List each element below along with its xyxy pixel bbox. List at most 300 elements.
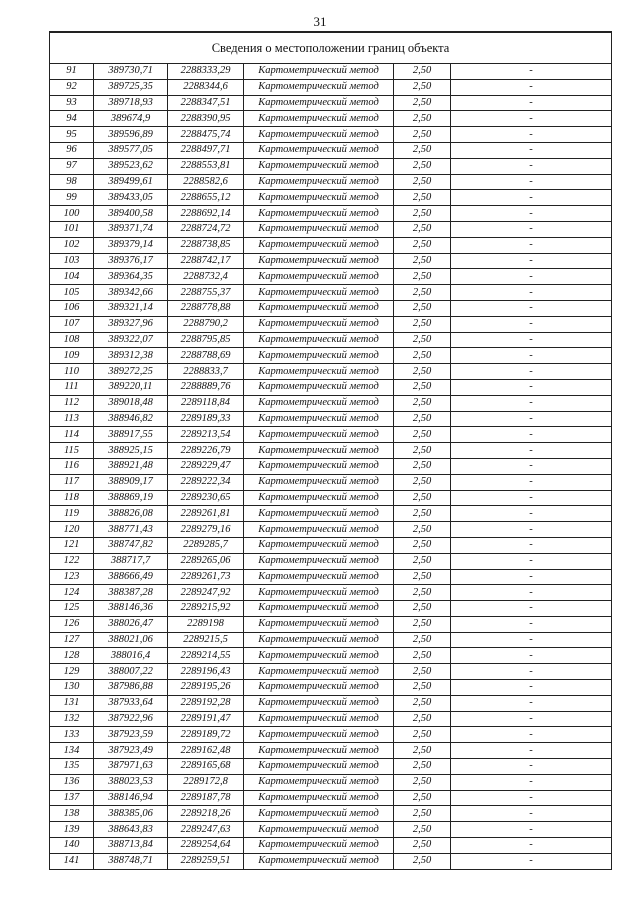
y-coordinate-cell: 2289247,92: [168, 585, 244, 601]
method-cell: Картометрический метод: [244, 601, 394, 617]
accuracy-cell: 2,50: [394, 379, 451, 395]
y-coordinate-cell: 2288742,17: [168, 253, 244, 269]
x-coordinate-cell: 388869,19: [94, 490, 168, 506]
method-cell: Картометрический метод: [244, 206, 394, 222]
method-cell: Картометрический метод: [244, 221, 394, 237]
table-row: [50, 443, 612, 459]
point-number-cell: 95: [50, 127, 94, 143]
method-cell: Картометрический метод: [244, 174, 394, 190]
accuracy-cell: 2,50: [394, 680, 451, 696]
method-cell: Картометрический метод: [244, 427, 394, 443]
accuracy-cell: 2,50: [394, 206, 451, 222]
accuracy-cell: 2,50: [394, 553, 451, 569]
point-number-cell: 102: [50, 237, 94, 253]
table-title-row: [50, 32, 612, 64]
x-coordinate-cell: 389220,11: [94, 379, 168, 395]
point-number-cell: 96: [50, 142, 94, 158]
table-row: [50, 316, 612, 332]
accuracy-cell: 2,50: [394, 111, 451, 127]
point-number-cell: 92: [50, 79, 94, 95]
y-coordinate-cell: 2288390,95: [168, 111, 244, 127]
x-coordinate-cell: 389577,05: [94, 142, 168, 158]
method-cell: Картометрический метод: [244, 253, 394, 269]
description-cell: -: [451, 395, 612, 411]
description-cell: -: [451, 379, 612, 395]
method-cell: Картометрический метод: [244, 379, 394, 395]
point-number-cell: 137: [50, 790, 94, 806]
y-coordinate-cell: 2289229,47: [168, 458, 244, 474]
y-coordinate-cell: 2288889,76: [168, 379, 244, 395]
accuracy-cell: 2,50: [394, 569, 451, 585]
x-coordinate-cell: 389272,25: [94, 364, 168, 380]
y-coordinate-cell: 2288790,2: [168, 316, 244, 332]
description-cell: -: [451, 553, 612, 569]
description-cell: -: [451, 759, 612, 775]
accuracy-cell: 2,50: [394, 300, 451, 316]
description-cell: -: [451, 490, 612, 506]
method-cell: Картометрический метод: [244, 411, 394, 427]
point-number-cell: 101: [50, 221, 94, 237]
accuracy-cell: 2,50: [394, 142, 451, 158]
table-title: Сведения о местоположении границ объекта: [50, 32, 612, 64]
table-row: [50, 680, 612, 696]
y-coordinate-cell: 2289259,51: [168, 853, 244, 869]
y-coordinate-cell: 2288755,37: [168, 285, 244, 301]
method-cell: Картометрический метод: [244, 569, 394, 585]
y-coordinate-cell: 2289198: [168, 616, 244, 632]
page-number: 31: [313, 14, 327, 29]
description-cell: -: [451, 664, 612, 680]
accuracy-cell: 2,50: [394, 743, 451, 759]
accuracy-cell: 2,50: [394, 411, 451, 427]
x-coordinate-cell: 387923,59: [94, 727, 168, 743]
method-cell: Картометрический метод: [244, 790, 394, 806]
method-cell: Картометрический метод: [244, 127, 394, 143]
point-number-cell: 100: [50, 206, 94, 222]
y-coordinate-cell: 2288333,29: [168, 64, 244, 80]
y-coordinate-cell: 2289261,81: [168, 506, 244, 522]
accuracy-cell: 2,50: [394, 474, 451, 490]
description-cell: -: [451, 443, 612, 459]
point-number-cell: 138: [50, 806, 94, 822]
y-coordinate-cell: 2289196,43: [168, 664, 244, 680]
point-number-cell: 133: [50, 727, 94, 743]
x-coordinate-cell: 387922,96: [94, 711, 168, 727]
accuracy-cell: 2,50: [394, 537, 451, 553]
description-cell: -: [451, 300, 612, 316]
method-cell: Картометрический метод: [244, 743, 394, 759]
x-coordinate-cell: 388643,83: [94, 822, 168, 838]
accuracy-cell: 2,50: [394, 601, 451, 617]
table-row: [50, 332, 612, 348]
method-cell: Картометрический метод: [244, 585, 394, 601]
point-number-cell: 114: [50, 427, 94, 443]
method-cell: Картометрический метод: [244, 490, 394, 506]
accuracy-cell: 2,50: [394, 585, 451, 601]
table-row: [50, 490, 612, 506]
accuracy-cell: 2,50: [394, 774, 451, 790]
accuracy-cell: 2,50: [394, 285, 451, 301]
description-cell: -: [451, 506, 612, 522]
table-row: [50, 853, 612, 869]
y-coordinate-cell: 2289279,16: [168, 522, 244, 538]
description-cell: -: [451, 332, 612, 348]
table-row: [50, 269, 612, 285]
description-cell: -: [451, 427, 612, 443]
point-number-cell: 135: [50, 759, 94, 775]
description-cell: -: [451, 458, 612, 474]
x-coordinate-cell: 387923,49: [94, 743, 168, 759]
accuracy-cell: 2,50: [394, 64, 451, 80]
point-number-cell: 113: [50, 411, 94, 427]
x-coordinate-cell: 389376,17: [94, 253, 168, 269]
method-cell: Картометрический метод: [244, 269, 394, 285]
y-coordinate-cell: 2289218,26: [168, 806, 244, 822]
x-coordinate-cell: 389018,48: [94, 395, 168, 411]
table-row: [50, 300, 612, 316]
point-number-cell: 91: [50, 64, 94, 80]
x-coordinate-cell: 388385,06: [94, 806, 168, 822]
table-row: [50, 790, 612, 806]
description-cell: -: [451, 64, 612, 80]
accuracy-cell: 2,50: [394, 632, 451, 648]
x-coordinate-cell: 389730,71: [94, 64, 168, 80]
method-cell: Картометрический метод: [244, 237, 394, 253]
table-row: [50, 569, 612, 585]
description-cell: -: [451, 632, 612, 648]
method-cell: Картометрический метод: [244, 695, 394, 711]
accuracy-cell: 2,50: [394, 427, 451, 443]
description-cell: -: [451, 253, 612, 269]
y-coordinate-cell: 2288475,74: [168, 127, 244, 143]
x-coordinate-cell: 388146,94: [94, 790, 168, 806]
point-number-cell: 134: [50, 743, 94, 759]
description-cell: -: [451, 838, 612, 854]
table-row: [50, 379, 612, 395]
point-number-cell: 121: [50, 537, 94, 553]
method-cell: Картометрический метод: [244, 616, 394, 632]
table-row: [50, 158, 612, 174]
point-number-cell: 124: [50, 585, 94, 601]
table-row: [50, 537, 612, 553]
table-row: [50, 727, 612, 743]
y-coordinate-cell: 2288795,85: [168, 332, 244, 348]
point-number-cell: 94: [50, 111, 94, 127]
method-cell: Картометрический метод: [244, 285, 394, 301]
y-coordinate-cell: 2289191,47: [168, 711, 244, 727]
table-row: [50, 95, 612, 111]
x-coordinate-cell: 389718,93: [94, 95, 168, 111]
y-coordinate-cell: 2288833,7: [168, 364, 244, 380]
boundary-table: [49, 31, 612, 870]
accuracy-cell: 2,50: [394, 395, 451, 411]
table-row: [50, 632, 612, 648]
x-coordinate-cell: 387971,63: [94, 759, 168, 775]
table-row: [50, 664, 612, 680]
accuracy-cell: 2,50: [394, 711, 451, 727]
description-cell: -: [451, 537, 612, 553]
description-cell: -: [451, 790, 612, 806]
y-coordinate-cell: 2289189,33: [168, 411, 244, 427]
description-cell: -: [451, 853, 612, 869]
description-cell: -: [451, 111, 612, 127]
y-coordinate-cell: 2288553,81: [168, 158, 244, 174]
accuracy-cell: 2,50: [394, 158, 451, 174]
x-coordinate-cell: 388748,71: [94, 853, 168, 869]
point-number-cell: 132: [50, 711, 94, 727]
y-coordinate-cell: 2288692,14: [168, 206, 244, 222]
method-cell: Картометрический метод: [244, 190, 394, 206]
y-coordinate-cell: 2288655,12: [168, 190, 244, 206]
point-number-cell: 128: [50, 648, 94, 664]
table-row: [50, 237, 612, 253]
table-row: [50, 585, 612, 601]
method-cell: Картометрический метод: [244, 364, 394, 380]
method-cell: Картометрический метод: [244, 537, 394, 553]
accuracy-cell: 2,50: [394, 332, 451, 348]
method-cell: Картометрический метод: [244, 680, 394, 696]
method-cell: Картометрический метод: [244, 838, 394, 854]
x-coordinate-cell: 389379,14: [94, 237, 168, 253]
table-row: [50, 206, 612, 222]
table-row: [50, 601, 612, 617]
description-cell: -: [451, 680, 612, 696]
description-cell: -: [451, 269, 612, 285]
method-cell: Картометрический метод: [244, 664, 394, 680]
accuracy-cell: 2,50: [394, 616, 451, 632]
y-coordinate-cell: 2289226,79: [168, 443, 244, 459]
point-number-cell: 119: [50, 506, 94, 522]
y-coordinate-cell: 2288724,72: [168, 221, 244, 237]
y-coordinate-cell: 2289192,28: [168, 695, 244, 711]
point-number-cell: 97: [50, 158, 94, 174]
description-cell: -: [451, 190, 612, 206]
table-row: [50, 806, 612, 822]
description-cell: -: [451, 206, 612, 222]
table-row: [50, 285, 612, 301]
description-cell: -: [451, 221, 612, 237]
table-row: [50, 616, 612, 632]
method-cell: Картометрический метод: [244, 711, 394, 727]
point-number-cell: 117: [50, 474, 94, 490]
x-coordinate-cell: 389364,35: [94, 269, 168, 285]
table-row: [50, 348, 612, 364]
description-cell: -: [451, 774, 612, 790]
description-cell: -: [451, 474, 612, 490]
method-cell: Картометрический метод: [244, 553, 394, 569]
x-coordinate-cell: 388946,82: [94, 411, 168, 427]
table-row: [50, 695, 612, 711]
description-cell: -: [451, 364, 612, 380]
point-number-cell: 107: [50, 316, 94, 332]
accuracy-cell: 2,50: [394, 790, 451, 806]
y-coordinate-cell: 2288344,6: [168, 79, 244, 95]
table-row: [50, 253, 612, 269]
accuracy-cell: 2,50: [394, 79, 451, 95]
method-cell: Картометрический метод: [244, 632, 394, 648]
accuracy-cell: 2,50: [394, 695, 451, 711]
x-coordinate-cell: 388146,36: [94, 601, 168, 617]
accuracy-cell: 2,50: [394, 127, 451, 143]
description-cell: -: [451, 743, 612, 759]
point-number-cell: 110: [50, 364, 94, 380]
method-cell: Картометрический метод: [244, 759, 394, 775]
table-row: [50, 474, 612, 490]
accuracy-cell: 2,50: [394, 506, 451, 522]
accuracy-cell: 2,50: [394, 759, 451, 775]
table-row: [50, 64, 612, 80]
table-row: [50, 711, 612, 727]
description-cell: -: [451, 648, 612, 664]
description-cell: -: [451, 711, 612, 727]
accuracy-cell: 2,50: [394, 253, 451, 269]
description-cell: -: [451, 822, 612, 838]
method-cell: Картометрический метод: [244, 443, 394, 459]
point-number-cell: 112: [50, 395, 94, 411]
x-coordinate-cell: 388909,17: [94, 474, 168, 490]
x-coordinate-cell: 389342,66: [94, 285, 168, 301]
description-cell: -: [451, 285, 612, 301]
x-coordinate-cell: 389371,74: [94, 221, 168, 237]
y-coordinate-cell: 2289247,63: [168, 822, 244, 838]
method-cell: Картометрический метод: [244, 474, 394, 490]
accuracy-cell: 2,50: [394, 316, 451, 332]
table-row: [50, 648, 612, 664]
accuracy-cell: 2,50: [394, 853, 451, 869]
description-cell: -: [451, 316, 612, 332]
point-number-cell: 127: [50, 632, 94, 648]
method-cell: Картометрический метод: [244, 348, 394, 364]
x-coordinate-cell: 389523,62: [94, 158, 168, 174]
table-row: [50, 395, 612, 411]
method-cell: Картометрический метод: [244, 806, 394, 822]
y-coordinate-cell: 2289189,72: [168, 727, 244, 743]
x-coordinate-cell: 388007,22: [94, 664, 168, 680]
table-row: [50, 190, 612, 206]
y-coordinate-cell: 2289261,73: [168, 569, 244, 585]
accuracy-cell: 2,50: [394, 522, 451, 538]
accuracy-cell: 2,50: [394, 269, 451, 285]
table-row: [50, 759, 612, 775]
x-coordinate-cell: 389674,9: [94, 111, 168, 127]
table-row: [50, 774, 612, 790]
x-coordinate-cell: 388771,43: [94, 522, 168, 538]
accuracy-cell: 2,50: [394, 364, 451, 380]
method-cell: Картометрический метод: [244, 458, 394, 474]
accuracy-cell: 2,50: [394, 838, 451, 854]
point-number-cell: 109: [50, 348, 94, 364]
point-number-cell: 125: [50, 601, 94, 617]
description-cell: -: [451, 616, 612, 632]
y-coordinate-cell: 2288788,69: [168, 348, 244, 364]
point-number-cell: 106: [50, 300, 94, 316]
table-row: [50, 127, 612, 143]
point-number-cell: 115: [50, 443, 94, 459]
point-number-cell: 111: [50, 379, 94, 395]
table-row: [50, 411, 612, 427]
point-number-cell: 126: [50, 616, 94, 632]
table-row: [50, 506, 612, 522]
accuracy-cell: 2,50: [394, 348, 451, 364]
point-number-cell: 139: [50, 822, 94, 838]
description-cell: -: [451, 237, 612, 253]
accuracy-cell: 2,50: [394, 490, 451, 506]
accuracy-cell: 2,50: [394, 822, 451, 838]
method-cell: Картометрический метод: [244, 853, 394, 869]
y-coordinate-cell: 2288732,4: [168, 269, 244, 285]
method-cell: Картометрический метод: [244, 316, 394, 332]
description-cell: -: [451, 569, 612, 585]
point-number-cell: 122: [50, 553, 94, 569]
method-cell: Картометрический метод: [244, 64, 394, 80]
description-cell: -: [451, 411, 612, 427]
point-number-cell: 108: [50, 332, 94, 348]
accuracy-cell: 2,50: [394, 174, 451, 190]
accuracy-cell: 2,50: [394, 443, 451, 459]
point-number-cell: 93: [50, 95, 94, 111]
accuracy-cell: 2,50: [394, 648, 451, 664]
x-coordinate-cell: 389596,89: [94, 127, 168, 143]
x-coordinate-cell: 388747,82: [94, 537, 168, 553]
y-coordinate-cell: 2289265,06: [168, 553, 244, 569]
method-cell: Картометрический метод: [244, 727, 394, 743]
description-cell: -: [451, 601, 612, 617]
x-coordinate-cell: 387933,64: [94, 695, 168, 711]
table-row: [50, 522, 612, 538]
y-coordinate-cell: 2288347,51: [168, 95, 244, 111]
y-coordinate-cell: 2289118,84: [168, 395, 244, 411]
description-cell: -: [451, 727, 612, 743]
accuracy-cell: 2,50: [394, 458, 451, 474]
x-coordinate-cell: 389321,14: [94, 300, 168, 316]
method-cell: Картометрический метод: [244, 95, 394, 111]
x-coordinate-cell: 388016,4: [94, 648, 168, 664]
description-cell: -: [451, 695, 612, 711]
point-number-cell: 120: [50, 522, 94, 538]
x-coordinate-cell: 389499,61: [94, 174, 168, 190]
x-coordinate-cell: 388666,49: [94, 569, 168, 585]
y-coordinate-cell: 2288582,6: [168, 174, 244, 190]
point-number-cell: 104: [50, 269, 94, 285]
x-coordinate-cell: 389327,96: [94, 316, 168, 332]
description-cell: -: [451, 79, 612, 95]
x-coordinate-cell: 388026,47: [94, 616, 168, 632]
method-cell: Картометрический метод: [244, 822, 394, 838]
y-coordinate-cell: 2289285,7: [168, 537, 244, 553]
accuracy-cell: 2,50: [394, 664, 451, 680]
table-row: [50, 364, 612, 380]
description-cell: -: [451, 158, 612, 174]
y-coordinate-cell: 2289215,5: [168, 632, 244, 648]
x-coordinate-cell: 388717,7: [94, 553, 168, 569]
table-row: [50, 743, 612, 759]
x-coordinate-cell: 388713,84: [94, 838, 168, 854]
accuracy-cell: 2,50: [394, 806, 451, 822]
point-number-cell: 98: [50, 174, 94, 190]
method-cell: Картометрический метод: [244, 142, 394, 158]
y-coordinate-cell: 2288497,71: [168, 142, 244, 158]
point-number-cell: 130: [50, 680, 94, 696]
point-number-cell: 129: [50, 664, 94, 680]
y-coordinate-cell: 2289215,92: [168, 601, 244, 617]
point-number-cell: 99: [50, 190, 94, 206]
method-cell: Картометрический метод: [244, 522, 394, 538]
x-coordinate-cell: 389322,07: [94, 332, 168, 348]
description-cell: -: [451, 95, 612, 111]
point-number-cell: 103: [50, 253, 94, 269]
table-row: [50, 822, 612, 838]
x-coordinate-cell: 389312,38: [94, 348, 168, 364]
